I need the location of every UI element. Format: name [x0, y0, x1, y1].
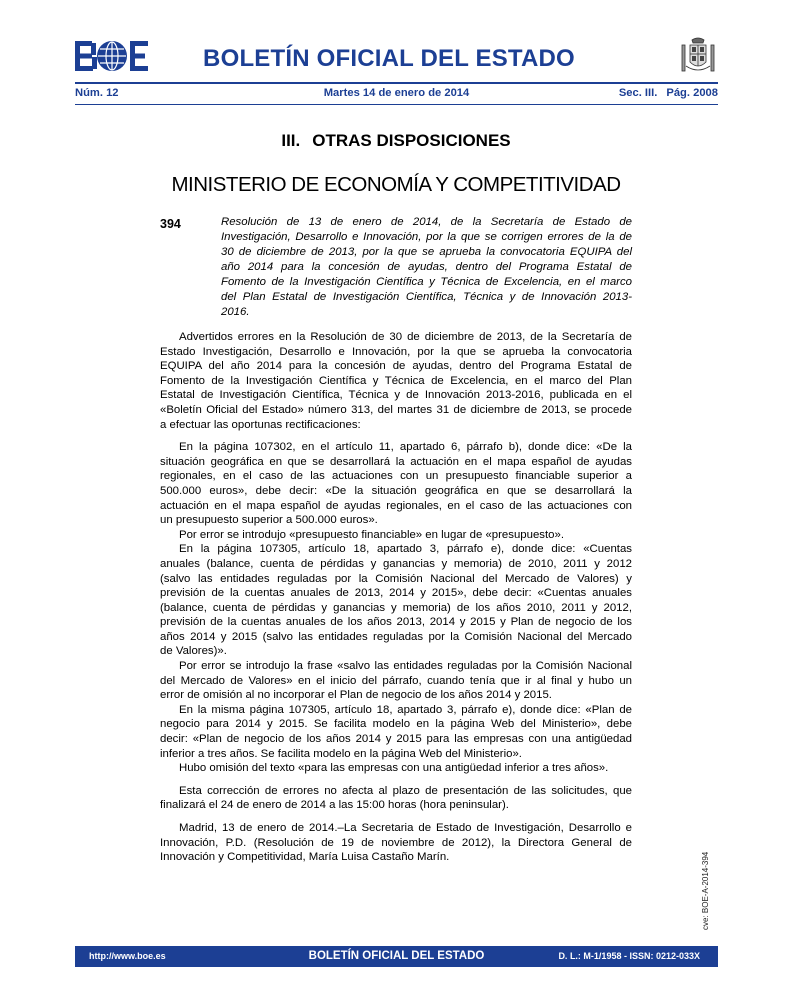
- section-page: [619, 87, 718, 99]
- paragraph-line: regionales, en el caso de las actuaciones con un presupuesto financiable superior a: [160, 470, 632, 483]
- paragraph-line: Advertidos errores en la Resolución de 30 de diciembre de 2013, de la Secretaría de: [179, 331, 632, 343]
- cve-code: cve: BOE-A-2014-394: [701, 851, 710, 930]
- resolution-title-line: 30 de diciembre de 2013, por la que se aprueba la convocatoria EQUIPA del: [221, 246, 632, 258]
- paragraph-line: Innovación, P.D. (Resolución de 19 de noviembre de 2012), la Directora General de: [160, 836, 632, 849]
- footer-url-link[interactable]: http://www.boe.es: [89, 951, 166, 961]
- section-label: Sec. III.: [618, 87, 658, 99]
- paragraph-line: «Boletín Oficial del Estado» número 313, del martes 31 de diciembre de 2013, se procede: [160, 403, 632, 416]
- masthead-title: BOLETÍN OFICIAL DEL ESTADO: [203, 45, 575, 72]
- paragraph-line: previsión de la cuentas anuales de 2013, 2014 y 2015», debe decir: «Cuentas anuales: [160, 587, 632, 600]
- body-paragraph: [160, 821, 632, 865]
- paragraph-line: de Valores)».: [160, 645, 227, 658]
- paragraph-line: Esta corrección de errores no afecta al plazo de presentación de las solicitudes, que: [179, 784, 632, 797]
- paragraph-line: anuales (balance, cuenta de pérdidas y ganancias y memoria) de 2010, 2011 y 2012: [160, 557, 632, 570]
- paragraph-line: (salvo las entidades reguladas por la Comisión Nacional del Mercado de Valores) y: [160, 572, 632, 585]
- section-title: [160, 131, 632, 151]
- coat-of-arms-icon: [678, 36, 718, 76]
- body-paragraph: [160, 784, 632, 813]
- paragraph-line: inferior a tres años. Se facilita modelo en la página Web del Ministerio».: [160, 747, 522, 760]
- paragraph-line: En la página 107302, en el artículo 11, apartado 6, párrafo b), donde dice: «De la: [179, 441, 632, 454]
- paragraph-line: Estado Investigación, Desarrollo e Innovación, por la que se aprueba la convocatoria: [160, 345, 632, 358]
- resolution-title-line: Resolución de 13 de enero de 2014, de la Secretaría de Estado de: [221, 216, 632, 228]
- paragraph-line: finalizará el 24 de enero de 2014 a las 15:00 horas (hora peninsular).: [160, 799, 509, 812]
- paragraph-line: Estatal de Investigación Científica, Técnica y de Innovación 2013-2016, publicada en el: [160, 389, 632, 402]
- resolution-title-line: 2016.: [221, 306, 250, 318]
- paragraph-line: Hubo omisión del texto «para las empresas con una antigüedad inferior a tres años».: [179, 762, 609, 775]
- body-paragraph: [160, 440, 632, 528]
- body-paragraph: [160, 659, 632, 703]
- boe-logo: [75, 40, 150, 72]
- body-paragraph: [160, 703, 632, 761]
- paragraph-line: actuación en el mapa español de ayudas regionales, en el caso de las actuaciones con: [160, 499, 632, 512]
- paragraph-line: del Mercado de Valores» en el inicio del párrafo, cuando tenía que ir al final y hubo un: [160, 674, 632, 687]
- body-paragraph: [160, 761, 632, 776]
- resolution-title: [221, 215, 632, 320]
- paragraph-line: Por error se introdujo «presupuesto financiable» en lugar de «presupuesto».: [179, 528, 565, 541]
- paragraph-line: Por error se introdujo la frase «salvo las entidades reguladas por la Comisión Nacional: [179, 660, 632, 673]
- issue-number: Núm. 12: [75, 87, 119, 99]
- paragraph-line: negocio para 2014 y 2015. Se facilita modelo en la página Web del Ministerio», debe: [160, 718, 632, 731]
- paragraph-line: situación geográfica en que se desarrollará la actuación en el mapa español de ayudas: [160, 455, 632, 468]
- body-paragraph: [160, 542, 632, 659]
- resolution-title-line: año 2014 para la concesión de ayudas, dentro del Programa Estatal de: [221, 261, 632, 273]
- paragraph-line: En la página 107305, artículo 18, apartado 3, párrafo e), donde dice: «Cuentas: [179, 543, 632, 556]
- header-rule: [75, 82, 718, 84]
- ministry-heading: MINISTERIO DE ECONOMÍA Y COMPETITIVIDAD: [171, 173, 621, 196]
- footer-title: BOLETÍN OFICIAL DEL ESTADO: [308, 950, 485, 962]
- section-name: OTRAS DISPOSICIONES: [312, 131, 511, 150]
- paragraph-line: (balance, cuenta de pérdidas y ganancias y memoria) de los años 2010, 2011 y 2012,: [160, 601, 632, 614]
- resolution-title-line: del Plan Estatal de Investigación Científica, Técnica y de Innovación 2013-: [221, 291, 632, 303]
- paragraph-line: previsión de la cuentas anuales de los años 2013, 2014 y 2015 y Plan de negocio de los: [160, 616, 632, 629]
- paragraph-line: Madrid, 13 de enero de 2014.–La Secretaria de Estado de Investigación, Desarrollo e: [179, 822, 632, 834]
- body-paragraph: [160, 528, 632, 543]
- paragraph-line: un presupuesto superior a 500.000 euros».: [160, 514, 378, 527]
- page-label: Pág. 2008: [666, 87, 718, 99]
- body-paragraph: [160, 330, 632, 432]
- paragraph-line: decir: «Plan de negocio de los años 2014 y 2015 para las empresas con una antigüedad: [160, 733, 632, 746]
- issue-date: Martes 14 de enero de 2014: [323, 87, 470, 99]
- resolution-title-line: Fomento de la Investigación Científica y Técnica de Excelencia, en el marco: [221, 276, 632, 288]
- section-number: III.: [281, 131, 301, 150]
- paragraph-line: Fomento de la Investigación Científica y Técnica de Excelencia, en el marco del Plan: [160, 374, 632, 387]
- paragraph-line: años 2014 y 2015 (salvo las entidades reguladas por la Comisión Nacional del Mercado: [160, 630, 632, 643]
- paragraph-line: Innovación y Competitividad, María Luisa Castaño Marín.: [160, 851, 450, 864]
- footer-bar: [75, 946, 718, 967]
- document-body: [160, 330, 632, 865]
- paragraph-line: error de omisión al no incorporar el Plan de negocio de los años 2014 y 2015.: [160, 689, 552, 702]
- footer-legal: D. L.: M-1/1958 - ISSN: 0212-033X: [558, 951, 700, 961]
- paragraph-line: 500.000 euros», debe decir: «De la situación geográfica en que se desarrollará la: [160, 484, 632, 497]
- paragraph-line: En la misma página 107305, artículo 18, apartado 3, párrafo e), donde dice: «Plan de: [179, 703, 632, 716]
- resolution-title-line: Investigación, Desarrollo e Innovación, por la que se corrigen errores de la de: [221, 231, 632, 243]
- header-rule-lower: [75, 104, 718, 105]
- paragraph-line: a efectuar las oportunas rectificaciones:: [160, 418, 361, 431]
- paragraph-line: EQUIPA del año 2014 para la concesión de ayudas, dentro del Programa Estatal de: [160, 360, 632, 373]
- resolution-number: 394: [160, 217, 181, 231]
